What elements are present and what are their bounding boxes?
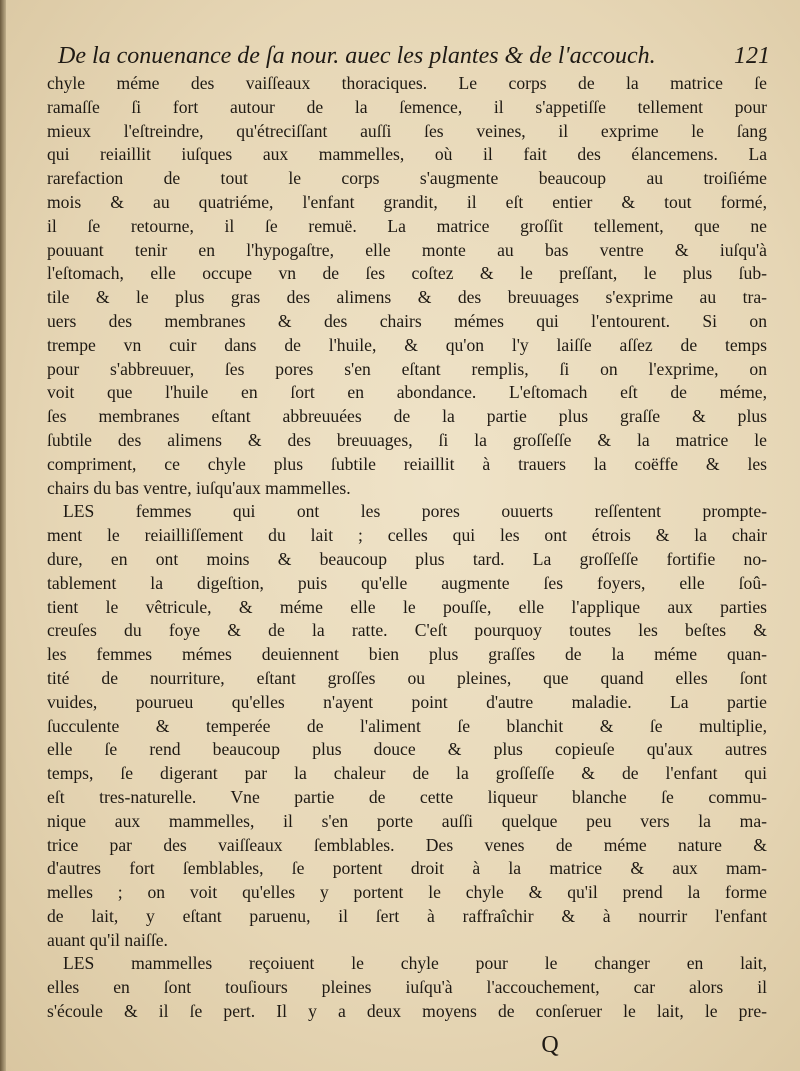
text-line: mois & au quatriéme, l'enfant grandit, il eſt entier & tout formé, — [47, 191, 767, 212]
text-line: de lait, y eſtant paruenu, il ſert à raffraîchir & à nourrir l'enfant — [47, 905, 767, 926]
text-line: vuides, pourueu qu'elles n'ayent point d'autre maladie. La partie — [47, 691, 767, 712]
text-line: chairs du bas ventre, iuſqu'aux mammelles. — [47, 477, 351, 498]
text-line: compriment, ce chyle plus ſubtile reiaillit à trauers la coëffe & les — [47, 453, 767, 474]
text-line: uers des membranes & des chairs mémes qui l'entourent. Si on — [47, 310, 767, 331]
text-line: tient le vêtricule, & méme elle le pouſſe, elle l'applique aux parties — [47, 596, 767, 617]
text-line: d'autres fort ſemblables, ſe portent droit à la matrice & aux mam- — [47, 858, 767, 879]
signature-mark: Q — [541, 1032, 559, 1058]
text-line: creuſes du foye & de la ratte. C'eſt pourquoy toutes les beſtes & — [47, 620, 767, 641]
text-line: trempe vn cuir dans de l'huile, & qu'on l'y laiſſe aſſez de temps — [47, 334, 767, 355]
text-line: chyle méme des vaiſſeaux thoraciques. Le corps de la matrice ſe — [47, 73, 767, 93]
text-line: tile & le plus gras des alimens & des breuuages s'exprime au tra- — [47, 287, 767, 308]
running-head — [58, 40, 770, 72]
page-edge — [0, 0, 6, 1071]
text-line: s'écoule & il ſe pert. Il y a deux moyens de conſeruer le lait, le pre- — [47, 1001, 767, 1022]
text-line: ment le reiailliſſement du lait ; celles qui les ont étrois & la chair — [47, 525, 767, 546]
text-line: pouuant tenir en l'hypogaſtre, elle monte au bas ventre & iuſqu'à — [47, 239, 767, 260]
text-line: ſes membranes eſtant abbreuuées de la partie plus graſſe & plus — [47, 406, 767, 427]
text-line: mieux l'eſtreindre, qu'étreciſſant auſſi ſes veines, il exprime le ſang — [47, 120, 767, 141]
text-line: il ſe retourne, il ſe remuë. La matrice groſſit tellement, que ne — [47, 215, 767, 236]
text-line: ramaſſe ſi fort autour de la ſemence, il s'appetiſſe tellement pour — [47, 96, 767, 117]
text-line: ſucculente & temperée de l'aliment ſe blanchit & ſe multiplie, — [47, 715, 767, 736]
text-line: l'eſtomach, elle occupe vn de ſes coſtez & le preſſant, le plus ſub- — [47, 263, 767, 284]
text-line: nique aux mammelles, il s'en porte auſſi quelque peu vers la ma- — [47, 810, 767, 831]
text-line: temps, ſe digerant par la chaleur de la groſſeſſe & de l'enfant qui — [47, 763, 767, 784]
text-line: tité de nourriture, eſtant groſſes ou pleines, que quand elles ſont — [47, 667, 767, 688]
running-head-title: De la conuenance de ſa nour. auec les plantes & de l'accouch. — [58, 43, 656, 69]
text-line: pour s'abbreuuer, ſes pores s'en eſtant remplis, ſi on l'exprime, on — [47, 358, 767, 379]
text-line: tablement la digeſtion, puis qu'elle augmente ſes foyers, elle ſoû- — [47, 572, 767, 593]
text-line: elles en ſont touſiours pleines iuſqu'à l'accouchement, car alors il — [47, 977, 767, 998]
text-line: auant qu'il naiſſe. — [47, 929, 168, 950]
page-number: 121 — [734, 43, 770, 69]
text-line: trice par des vaiſſeaux ſemblables. Des venes de méme nature & — [47, 834, 767, 855]
text-line: voit que l'huile en ſort en abondance. L'eſtomach eſt de méme, — [47, 382, 767, 403]
text-line: elle ſe rend beaucoup plus douce & plus copieuſe qu'aux autres — [47, 739, 767, 760]
text-line: ſubtile des alimens & des breuuages, ſi la groſſeſſe & la matrice le — [47, 429, 767, 450]
text-line: rarefaction de tout le corps s'augmente beaucoup au troiſiéme — [47, 168, 767, 189]
text-line: LES mammelles reçoiuent le chyle pour le changer en lait, — [63, 953, 767, 974]
text-line: qui reiaillit iuſques aux mammelles, où il fait des élancemens. La — [47, 144, 767, 165]
text-line: dure, en ont moins & beaucoup plus tard. La groſſeſſe fortifie no- — [47, 548, 767, 569]
text-line: LES femmes qui ont les pores ouuerts reſſentent prompte- — [63, 501, 767, 522]
text-line: eſt tres-naturelle. Vne partie de cette liqueur blanche ſe commu- — [47, 786, 767, 807]
text-line: les femmes mémes deuiennent bien plus graſſes de la méme quan- — [47, 644, 767, 665]
body-text — [47, 72, 767, 1024]
text-line: melles ; on voit qu'elles y portent le chyle & qu'il prend la forme — [47, 882, 767, 903]
